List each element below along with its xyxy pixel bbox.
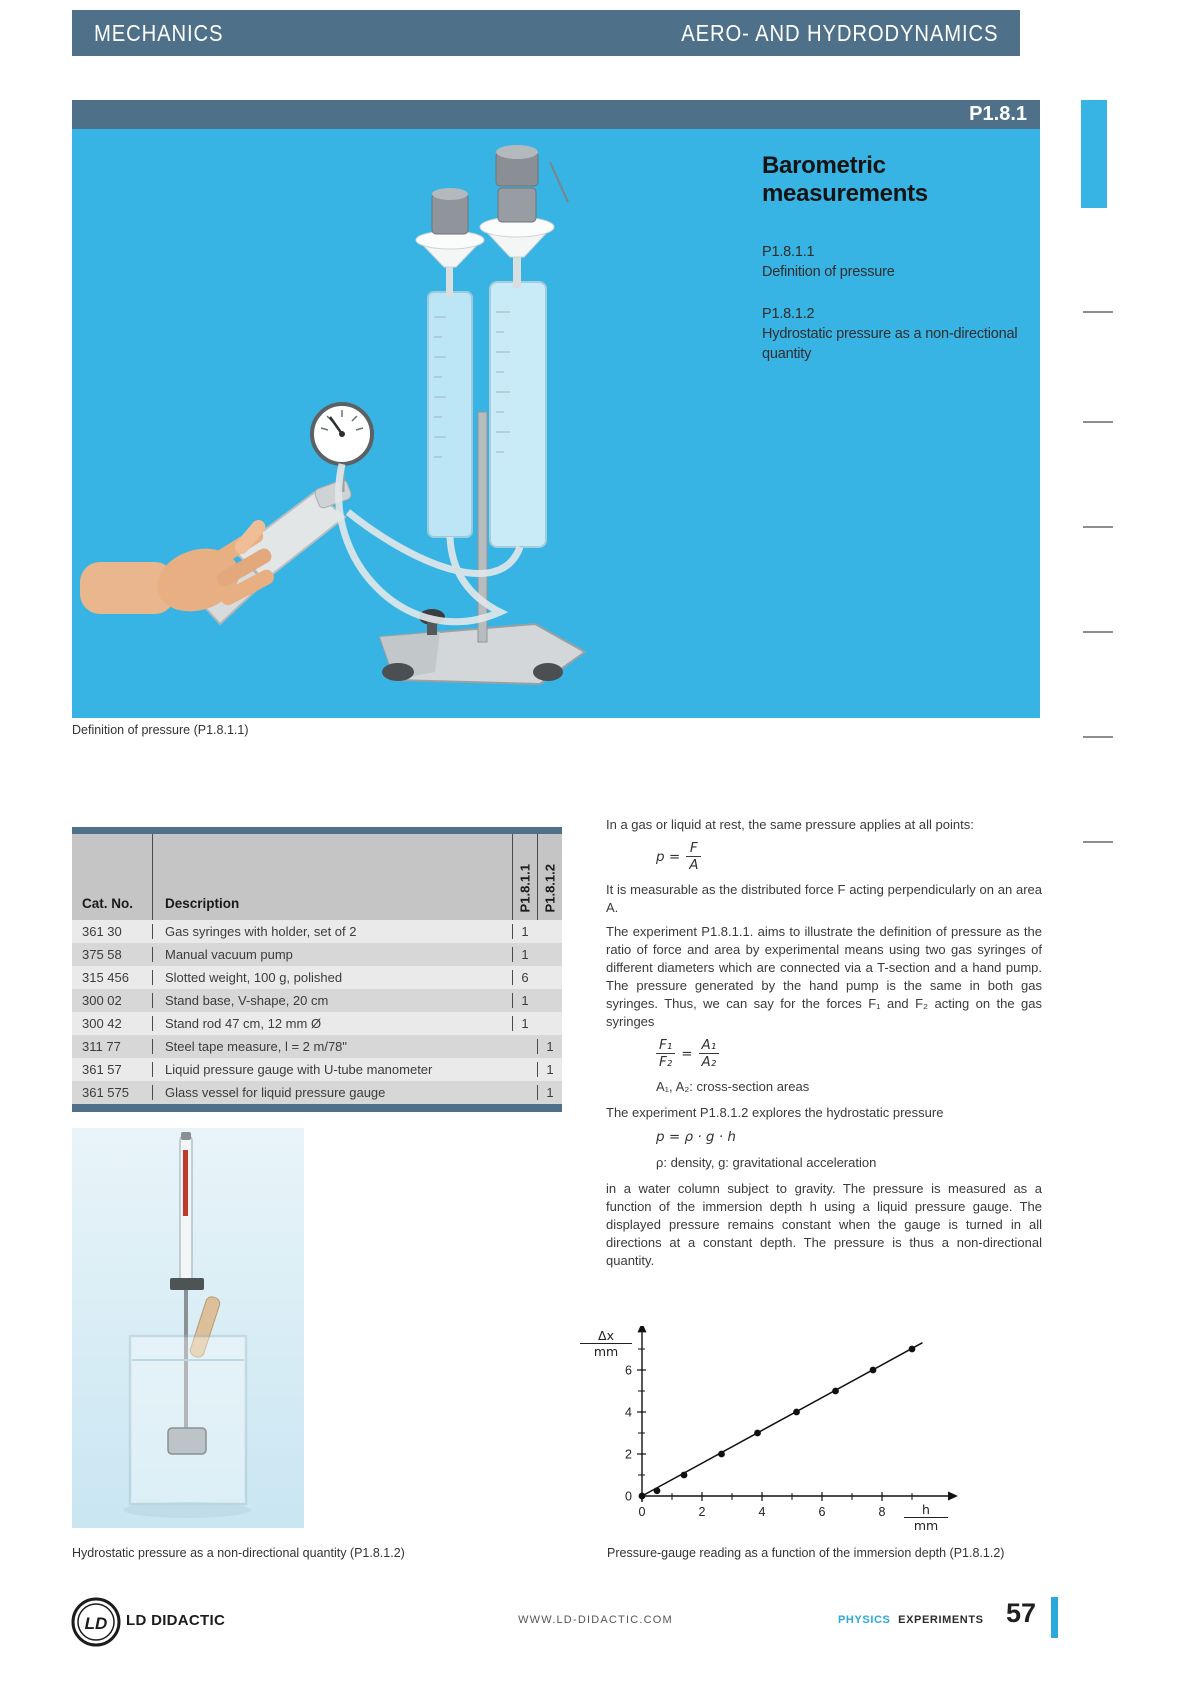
vertical-header-p1811: P1.8.1.1 [517,863,533,912]
svg-text:6: 6 [818,1505,826,1519]
cell-description: Manual vacuum pump [152,947,512,962]
footer-series-experiments: EXPERIMENTS [898,1614,984,1626]
formula-lhs: p = [656,848,681,865]
edge-tick [1083,736,1113,738]
table-row [72,943,562,966]
svg-text:4: 4 [758,1505,766,1519]
edge-tick [1083,526,1113,528]
cell-description: Stand base, V-shape, 20 cm [152,993,512,1008]
fraction: $\frac{F}{A}$ [686,840,701,873]
table-header-row [72,834,562,920]
chart-data-point [654,1487,661,1494]
chart-data-point [832,1388,839,1395]
formula-hydrostatic: p = ρ · g · h [656,1129,736,1145]
cell-description: Steel tape measure, l = 2 m/78" [152,1039,512,1054]
experiment-code: P1.8.1.2 [762,306,815,322]
header-left-title: MECHANICS [94,19,224,46]
table-row [72,1035,562,1058]
svg-text:2: 2 [698,1505,706,1519]
cell-description: Stand rod 47 cm, 12 mm Ø [152,1016,512,1031]
page-number: 57 [1006,1598,1037,1628]
cell-qty-p1811: 1 [512,993,537,1008]
hydrostatic-photo-illustration [72,1128,304,1528]
section-code-bar [72,100,1040,129]
chart-data-point [718,1451,725,1458]
chart-data-point [793,1409,800,1416]
vertical-header-p1812: P1.8.1.2 [542,863,558,912]
svg-text:2: 2 [625,1447,632,1462]
hero-photo-area [72,100,1040,718]
pressure-depth-chart [552,1326,982,1531]
cell-cat-no: 375 58 [82,947,122,962]
table-top-bar [72,827,562,834]
formula-pressure-definition [656,840,1042,873]
section-code: P1.8.1 [969,103,1027,125]
table-header-cat: Cat. No. [82,896,134,911]
section-title: Barometric measurements [762,152,928,207]
edge-tick [1083,841,1113,843]
chart-data-point [870,1367,877,1374]
cell-description: Liquid pressure gauge with U-tube manometer [152,1062,512,1077]
figure-hydrostatic-photo [72,1128,304,1528]
svg-text:8: 8 [878,1505,886,1519]
cell-qty-p1812: 1 [537,1039,562,1054]
equals-sign: = [681,1045,693,1062]
chart-data-point [754,1430,761,1437]
paragraph-5: in a water column subject to gravity. The pressure is measured as a function of the immersion depth h using a liquid pressure gauge. The displayed pressure remains constant when the gauge is turned in all directions at a constant depth. The pressure is thus a non-directional quantity. [606,1181,1042,1268]
edge-tick [1083,421,1113,423]
chart-data-point [909,1346,916,1353]
cell-cat-no: 311 77 [82,1039,121,1054]
paragraph-1: In a gas or liquid at rest, the same pressure applies at all points: [606,817,974,832]
svg-text:6: 6 [625,1363,632,1378]
svg-text:4: 4 [625,1405,632,1420]
experiment-entry-1 [762,242,1024,282]
chart-caption: Pressure-gauge reading as a function of the immersion depth (P1.8.1.2) [607,1546,1005,1560]
apparatus-photo-illustration [80,132,700,712]
footer-series [838,1614,984,1626]
table-header-col1 [512,834,537,920]
svg-text:0: 0 [638,1505,646,1519]
hero-caption: Definition of pressure (P1.8.1.1) [72,723,249,737]
table-row [72,989,562,1012]
formula-force-ratio [656,1037,1042,1070]
chart-data-point [681,1472,688,1479]
hero-text-block [762,152,1024,386]
cell-cat-no: 300 02 [82,993,122,1008]
footer-url: WWW.LD-DIDACTIC.COM [518,1614,673,1626]
cell-qty-p1811: 6 [512,970,537,985]
x-axis-label: $\frac{h}{mm}$ [904,1502,948,1533]
page-number-accent-bar [1051,1597,1058,1638]
chart-data-point [639,1493,646,1500]
table-row [72,1081,562,1104]
table-row [72,1012,562,1035]
page-header-bar [72,10,1020,56]
fraction-left: $\frac{\text{F₁}}{\text{F₂}}$ [656,1037,675,1070]
svg-text:LD: LD [84,1614,108,1633]
slotted-weights [432,145,568,234]
body-text-column [606,816,1042,1276]
paragraph-2: It is measurable as the distributed force F acting perpendicularly on an area A. [606,882,1042,915]
cell-cat-no: 361 57 [82,1062,122,1077]
y-axis-label: $\frac{\Delta x}{mm}$ [580,1328,632,1359]
edge-tick [1083,311,1113,313]
svg-text:0: 0 [625,1489,632,1504]
cell-description: Glass vessel for liquid pressure gauge [152,1085,512,1100]
experiment-name: Hydrostatic pressure as a non-directional quantity [762,326,1018,362]
table-header-col2 [537,834,562,920]
cell-cat-no: 315 456 [82,970,129,985]
formula-note-areas: A₁, A₂: cross-section areas [656,1079,810,1094]
edge-tick [1083,631,1113,633]
paragraph-3: The experiment P1.8.1.1. aims to illustrate the definition of pressure as the ratio of force and area by experimental means using two gas syringes of different diameters which are connected via a T-section and a hand pump. The pressure generated by the hand pump is the same in both gas syringes. Thus, we can say for the forces F₁ and F₂ acting on the gas syringes [606,924,1042,1029]
cell-qty-p1811: 1 [512,947,537,962]
table-bottom-bar [72,1104,562,1112]
hand [80,517,276,621]
cell-description: Slotted weight, 100 g, polished [152,970,512,985]
cell-cat-no: 361 30 [82,924,122,939]
table-row [72,920,562,943]
fraction-right: $\frac{\text{A₁}}{\text{A₂}}$ [699,1037,720,1070]
experiment-code: P1.8.1.1 [762,244,815,260]
figure2-caption: Hydrostatic pressure as a non-directional quantity (P1.8.1.2) [72,1546,405,1560]
cell-cat-no: 300 42 [82,1016,122,1031]
experiment-name: Definition of pressure [762,264,895,280]
table-row [72,966,562,989]
table-header-desc: Description [152,834,512,920]
cell-description: Gas syringes with holder, set of 2 [152,924,512,939]
header-right-title: AERO- AND HYDRODYNAMICS [680,19,998,46]
cell-qty-p1811: 1 [512,924,537,939]
cell-qty-p1811: 1 [512,1016,537,1031]
formula-note-density: ρ: density, g: gravitational acceleration [656,1155,877,1170]
table-row [72,1058,562,1081]
cell-cat-no: 361 575 [82,1085,129,1100]
parts-table [72,827,562,1112]
cell-qty-p1812: 1 [537,1085,562,1100]
table-rows [72,920,562,1104]
experiment-entry-2 [762,304,1024,364]
footer-series-physics: PHYSICS [838,1614,891,1626]
paragraph-4: The experiment P1.8.1.2 explores the hydrostatic pressure [606,1105,944,1120]
section-edge-tab [1081,100,1107,208]
cell-qty-p1812: 1 [537,1062,562,1077]
footer-brand: LD DIDACTIC [126,1612,226,1629]
